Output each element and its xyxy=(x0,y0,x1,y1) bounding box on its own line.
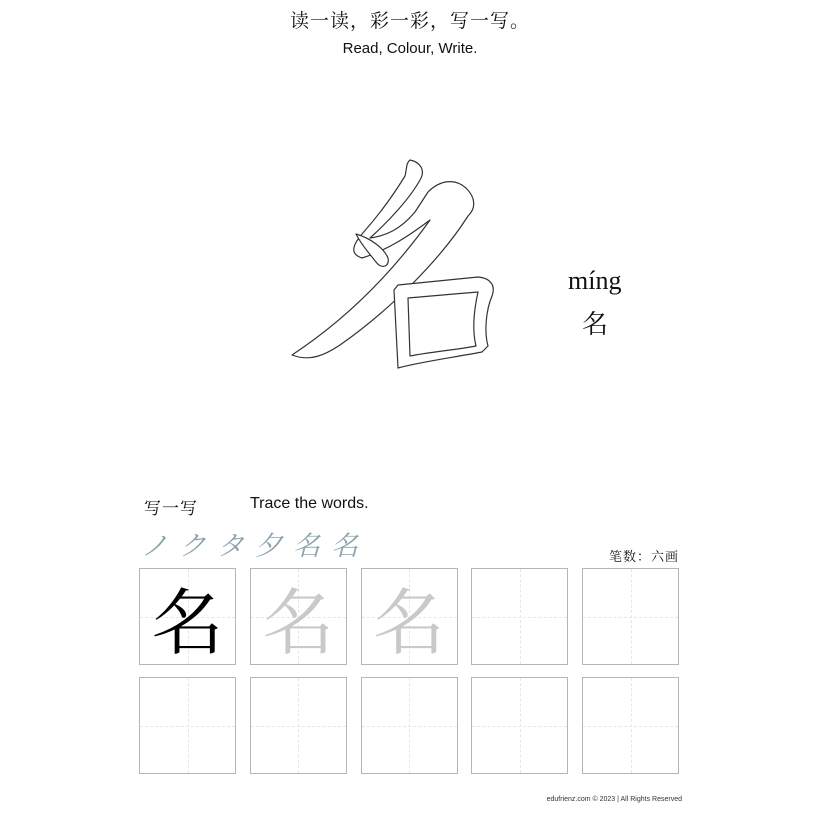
practice-cell[interactable] xyxy=(582,677,679,774)
outline-character xyxy=(270,150,510,380)
practice-cell[interactable] xyxy=(471,677,568,774)
footer-copyright: edufrienz.com © 2023 | All Rights Reserved xyxy=(546,796,682,803)
title-english: Read, Colour, Write. xyxy=(342,40,478,57)
practice-cell[interactable] xyxy=(139,677,236,774)
pinyin-character: 名 xyxy=(582,310,609,340)
trace-character: 名 xyxy=(262,580,335,665)
practice-grid-row-2 xyxy=(139,677,679,774)
practice-cell[interactable] xyxy=(361,677,458,774)
stroke-step: 名 xyxy=(331,531,358,562)
section-label-english: Trace the words. xyxy=(250,495,369,512)
stroke-step: ノ xyxy=(141,531,168,562)
stroke-step: 名 xyxy=(293,531,320,562)
stroke-order-sequence xyxy=(141,524,358,563)
stroke-step: 夕 xyxy=(255,531,282,562)
title-chinese: 读一读，彩一彩，写一写。 xyxy=(289,10,530,32)
practice-cell[interactable] xyxy=(250,677,347,774)
practice-cell[interactable] xyxy=(361,568,458,665)
stroke-step: タ xyxy=(217,531,244,562)
practice-grid-row-1 xyxy=(139,568,679,665)
trace-character: 名 xyxy=(372,580,445,665)
practice-cell[interactable] xyxy=(250,568,347,665)
practice-cell[interactable] xyxy=(139,568,236,665)
practice-cell[interactable] xyxy=(582,568,679,665)
outline-stroke-3 xyxy=(394,277,493,368)
pinyin-label: míng xyxy=(568,266,622,295)
practice-cell[interactable] xyxy=(471,568,568,665)
stroke-count-label: 笔数：六画 xyxy=(608,550,679,565)
section-label-chinese: 写一写 xyxy=(144,499,198,519)
stroke-step: ク xyxy=(179,531,206,562)
model-character: 名 xyxy=(151,580,224,665)
